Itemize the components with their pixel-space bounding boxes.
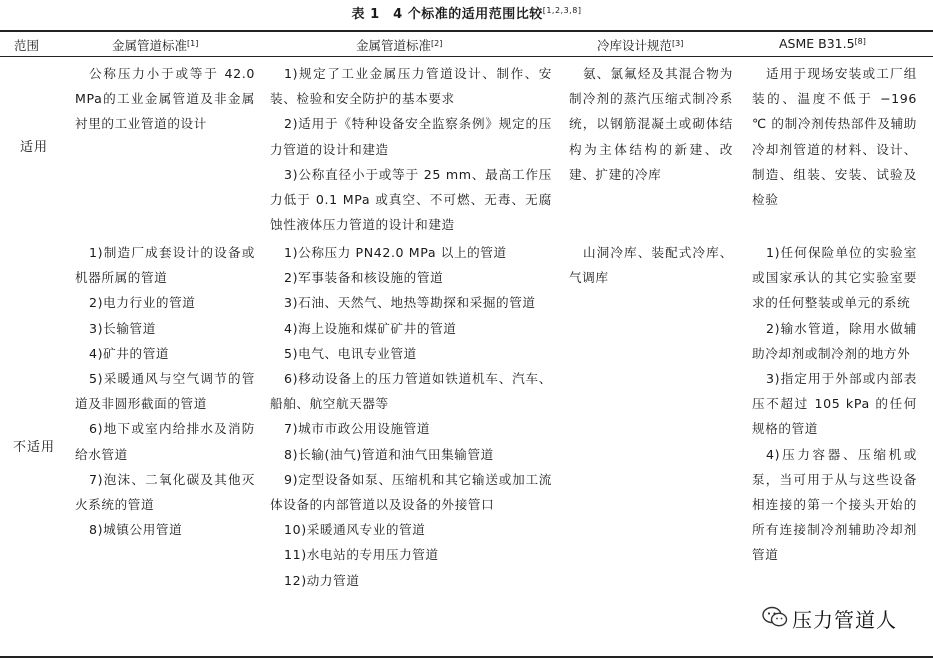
top-rule (0, 30, 933, 32)
cell-item: 5)采暖通风与空气调节的管道及非圆形截面的管道 (75, 371, 255, 412)
cell-item: 1)公称压力 PN42.0 MPa 以上的管道 (284, 245, 507, 260)
cell-item: 1)规定了工业金属压力管道设计、制作、安装、检验和安全防护的基本要求 (270, 66, 552, 107)
cell-item: 3)指定用于外部或内部表压不超过 105 kPa 的任何规格的管道 (752, 371, 917, 437)
cell-item: 9)定型设备如泵、压缩机和其它输送或加工流体设备的内部管道以及设备的外接管口 (270, 471, 552, 513)
cell-item: 3)石油、天然气、地热等勘探和采掘的管道 (284, 295, 536, 311)
row-label-applicable: 适用 (20, 140, 49, 155)
cell-item: 适用于现场安装或工厂组装的、温度不低于 −196 ℃ 的制冷剂传热部件及辅助冷却剂管道的材料、设计、制造、组装、安装、试验及检验 (752, 66, 917, 208)
cell-item: 3)公称直径小于或等于 25 mm、最高工作压力低于 0.1 MPa 或真空、不可燃、无毒、无腐蚀性液体压力管道的设计和建造 (270, 166, 552, 233)
cell-item: 2)适用于《特种设备安全监察条例》规定的压力管道的设计和建造 (270, 116, 552, 157)
cell-item: 4)压力容器、压缩机或泵，当可用于从与这些设备相连接的第一个接头开始的所有连接制冷剂辅助冷却剂管道 (752, 446, 917, 563)
header-metal-piping-1: 金属管道标准[1] (112, 38, 199, 53)
cell-item: 山洞冷库、装配式冷库、气调库 (569, 245, 733, 286)
cell-item: 11)水电站的专用压力管道 (284, 547, 439, 563)
cell-not-applicable-cold-storage (569, 240, 733, 290)
cell-item: 4)海上设施和煤矿矿井的管道 (284, 320, 457, 336)
cell-item: 2)军事装备和核设施的管道 (284, 270, 444, 286)
cell-item: 3)长输管道 (89, 320, 156, 336)
cell-item: 8)城镇公用管道 (89, 522, 183, 538)
watermark-text: 压力管道人 (792, 608, 897, 632)
cell-item: 氨、氯氟烃及其混合物为制冷剂的蒸汽压缩式制冷系统，以钢筋混凝土或砌体结构为主体结构的新建、改建、扩建的冷库 (569, 66, 733, 182)
header-asme: ASME B31.5[8] (779, 36, 866, 51)
cell-item: 6)地下或室内给排水及消防给水管道 (75, 421, 255, 462)
cell-applicable-std1 (75, 61, 255, 137)
row-label-not-applicable: 不适用 (13, 440, 56, 455)
bottom-rule (0, 656, 933, 658)
cell-item: 7)城市市政公用设施管道 (284, 421, 431, 437)
cell-item: 4)矿井的管道 (89, 345, 170, 361)
table-caption: 表 1 4 个标准的适用范围比较[1,2,3,8] (351, 6, 582, 22)
cell-item: 2)电力行业的管道 (89, 295, 196, 311)
cell-not-applicable-std1 (75, 240, 255, 542)
wechat-icon (762, 606, 788, 632)
header-metal-piping-2: 金属管道标准[2] (356, 38, 443, 53)
cell-not-applicable-asme (752, 240, 917, 568)
cell-item: 6)移动设备上的压力管道如铁道机车、汽车、船舶、航空航天器等 (270, 371, 552, 412)
cell-not-applicable-std2 (270, 240, 552, 593)
header-scope: 范围 (14, 38, 40, 53)
cell-item: 5)电气、电讯专业管道 (284, 345, 417, 361)
cell-item: 12)动力管道 (284, 572, 360, 588)
cell-item: 7)泡沫、二氧化碳及其他灭火系统的管道 (75, 471, 255, 513)
cell-item: 8)长输(油气)管道和油气田集输管道 (284, 446, 494, 462)
cell-item: 10)采暖通风专业的管道 (284, 522, 426, 538)
cell-applicable-std2 (270, 61, 552, 237)
cell-item: 1)制造厂成套设计的设备或机器所属的管道 (75, 245, 255, 286)
cell-item: 2)输水管道，除用水做辅助冷却剂或制冷剂的地方外 (752, 320, 917, 361)
header-cold-storage: 冷库设计规范[3] (597, 38, 684, 53)
header-rule (0, 56, 933, 57)
cell-item: 公称压力小于或等于 42.0 MPa的工业金属管道及非金属衬里的工业管道的设计 (75, 66, 255, 132)
cell-applicable-asme (752, 61, 917, 212)
watermark (762, 604, 897, 633)
cell-item: 1)任何保险单位的实验室或国家承认的其它实验室要求的任何整装或单元的系统 (752, 245, 917, 311)
cell-applicable-cold-storage (569, 61, 733, 187)
